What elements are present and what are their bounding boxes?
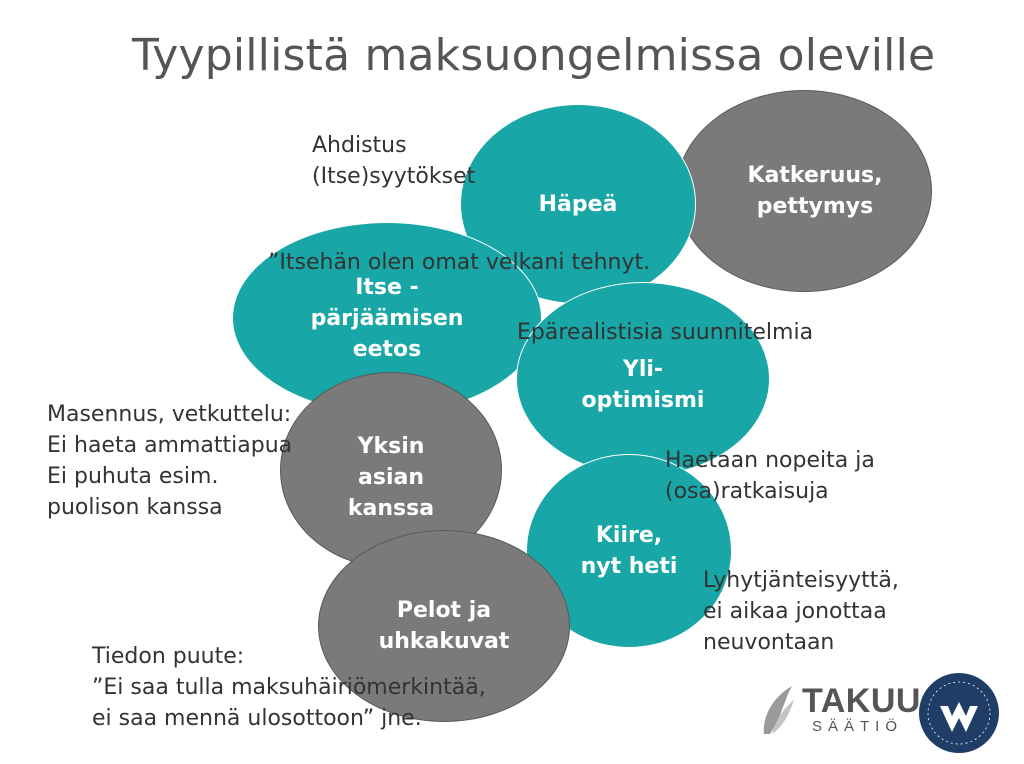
note-masennus: Masennus, vetkuttelu: Ei haeta ammattiapua Ei puhuta esim. puolison kanssa xyxy=(47,402,293,520)
note-lyhytjanteisyytta: Lyhytjänteisyyttä, ei aikaa jonottaa neuvontaan xyxy=(703,568,899,655)
note-haetaan: Haetaan nopeita ja (osa)ratkaisuja xyxy=(665,448,875,504)
bubble-katkeruus: Katkeruus, pettymys xyxy=(676,90,932,292)
note-ahdistus: Ahdistus (Itse)syytökset xyxy=(312,133,476,189)
takuu-logo xyxy=(760,682,921,740)
note-eparealistisia: Epärealistisia suunnitelmia xyxy=(517,320,814,345)
bubble-hapea: Häpeä xyxy=(460,104,696,304)
veikkaus-badge xyxy=(918,672,1000,754)
page-title: Tyypillistä maksuongelmissa oleville xyxy=(132,30,936,81)
saatio-wordmark: SÄÄTIÖ xyxy=(812,718,904,735)
bubble-itse-parjaamisen-eetos: Itse - pärjäämisen eetos xyxy=(232,222,542,414)
bubble-yksin-asian-kanssa: Yksin asian kanssa xyxy=(280,372,502,568)
note-tiedon-puute: Tiedon puute: ”Ei saa tulla maksuhäiriömerkintää, ei saa mennä ulosottoon” jne. xyxy=(92,644,486,731)
bubble-pelot-ja-uhkakuvat: Pelot ja uhkakuvat xyxy=(318,530,570,722)
veikkaus-v-icon xyxy=(918,672,1000,754)
takuu-wordmark: TAKUU xyxy=(802,682,921,720)
bubble-yli-optimismi: Yli- optimismi xyxy=(516,282,770,476)
bubble-kiire-nyt-heti: Kiire, nyt heti xyxy=(526,454,732,648)
note-itsehan-quote: ”Itsehän olen omat velkani tehnyt. xyxy=(268,250,651,275)
